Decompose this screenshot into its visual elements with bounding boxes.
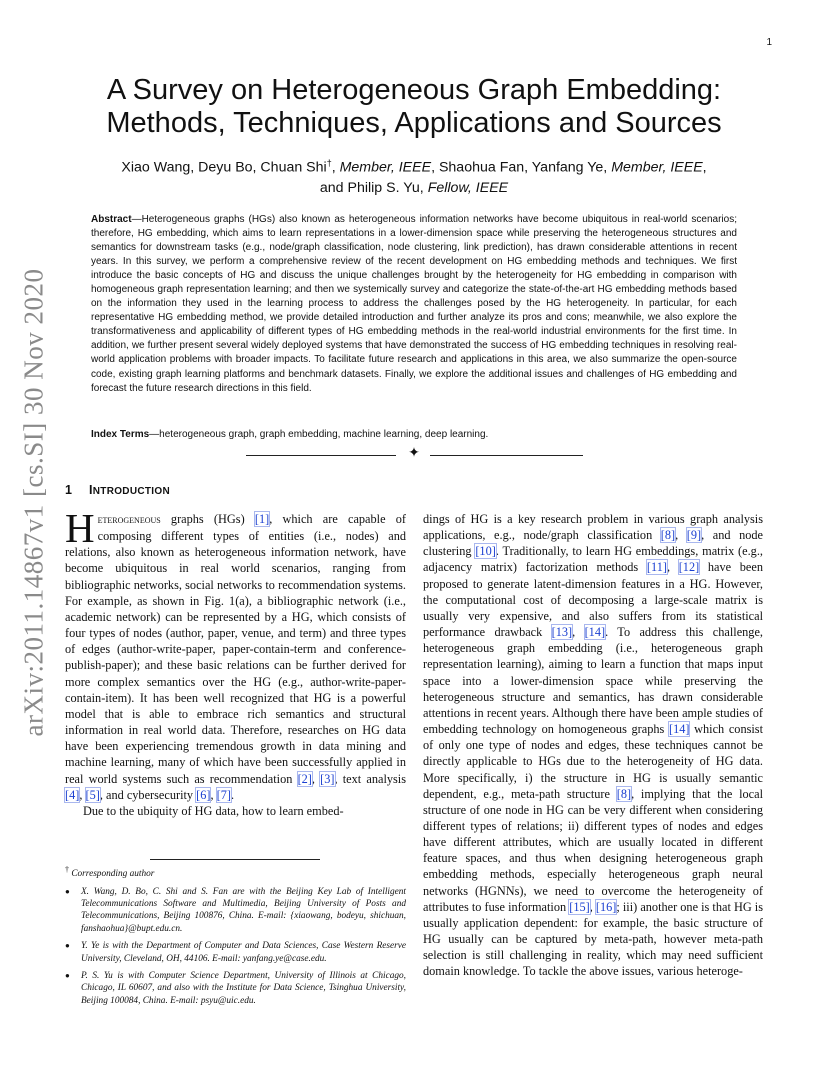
index-terms — [91, 428, 737, 442]
citation-link[interactable]: [4] — [65, 787, 80, 802]
arxiv-identifier-text: arXiv:2011.14867v1 [cs.SI] 30 Nov 2020 — [18, 268, 49, 736]
arxiv-identifier-stamp[interactable] — [14, 268, 54, 736]
left-column-body — [65, 505, 407, 819]
affiliation-item: ● X. Wang, D. Bo, C. Shi and S. Fan are with the Beijing Key Lab of Intelligent Telecommunications Software and Multimedia, Beijing University of Posts and Telecommunications, Beijing 100876, China. E-mail: {xiaowang, bodeyu, shichuan, fanshaohua}@bupt.edu.cn. — [65, 886, 406, 934]
intro-paragraph-continued: dings of HG is a key research problem in various graph analysis applications, e.g., node/graph classification [8], [9], and node clustering [10]. Traditionally, to learn HG embeddings, matrix (e.g., adjacency matrix) factorization methods [11], [12] have been proposed to generate latent-dimension features in a HG. However, the computational cost of decomposing a large-scale matrix is usually very expensive, and also suffers from its statistical performance drawback [13], [14]. To address this challenge, heterogeneous graph embedding (i.e., heterogeneous graph representation learning), aiming to learn a function that maps input space into a lower-dimension space while preserving the heterogeneous structure and semantics, has drawn considerable attentions in recent years. Although there have been ample studies of embedding technology on homogeneous graphs [14] which consist of only one type of nodes and edges, these techniques cannot be directly applicable to HGs due to the heterogeneity of HG data. More specifically, i) the structure in HG is usually semantic dependent, e.g., meta-path structure [8], implying that the local structure of one node in HG can be very different when considering different types of relations; ii) different types of nodes and edges have different attributes, which are usually located in different feature spaces, and thus when designing heterogeneous graph embedding methods, especially heterogeneous graph neural networks (HGNNs), we need to overcome the heterogeneity of attributes to fuse information [15], [16]; iii) another one is that HG is usually application dependent: for example, the basic structure of HG usually can be captured by meta-path, however meta-path selection is still challenging in reality, which may need sufficient domain knowledge. To tackle the above issues, various heteroge- — [423, 512, 764, 979]
footnotes — [65, 864, 406, 1007]
citation-link[interactable]: [12] — [678, 560, 700, 575]
citation-link[interactable]: [8] — [616, 786, 632, 801]
drop-cap: H — [65, 505, 95, 551]
section-title-initial: I — [89, 483, 93, 497]
affiliation-list — [65, 886, 406, 1008]
citation-link[interactable]: [14] — [668, 722, 690, 737]
section-number: 1 — [65, 483, 73, 497]
citation-link[interactable]: [14] — [584, 625, 606, 640]
citation-link[interactable]: [9] — [686, 528, 702, 543]
index-terms-text: —heterogeneous graph, graph embedding, machine learning, deep learning. — [149, 429, 489, 440]
dagger-mark: † — [65, 865, 69, 874]
citation-link[interactable]: [5] — [85, 787, 100, 802]
author-list — [60, 153, 768, 198]
citation-link[interactable]: [6] — [196, 787, 211, 802]
ieee-member-label: Member, IEEE — [339, 159, 432, 176]
index-terms-label: Index Terms — [91, 429, 150, 440]
small-caps-lead: eterogeneous — [97, 514, 161, 526]
separator-rule-left — [246, 455, 396, 456]
abstract — [91, 213, 737, 396]
affiliation-item: ● P. S. Yu is with Computer Science Department, University of Illinois at Chicago, Chicago, IL 60607, and also with the Institute for Data Science, Tsinghua University, Beijing 100084, China. E-mail: psyu@uic.edu. — [65, 970, 406, 1006]
citation-link[interactable]: [8] — [660, 528, 676, 543]
title-line-2: Methods, Techniques, Applications and Sources — [106, 107, 722, 139]
ieee-fellow-label: Fellow, IEEE — [427, 179, 509, 196]
citation-link[interactable]: [2] — [297, 771, 312, 786]
corresponding-author-note: † Corresponding author — [65, 865, 155, 880]
citation-link[interactable]: [3] — [320, 771, 335, 786]
citation-link[interactable]: [7] — [216, 787, 231, 802]
intro-paragraph-1: Heterogeneous graphs (HGs) [1], which are capable of composing different types of entities (i.e., nodes) and relations, also known as heterogeneous information network, have become ubiquitous in real world scenarios, ranging from bibliographic networks, social networks to recommendation systems. For example, as shown in Fig. 1(a), a bibliographic network (i.e., academic network) can be represented by a HG, which consists of four types of nodes (author, paper, venue, and term) and three types of edges (author-write-paper, paper-contain-term and conference-publish-paper); and these basic relations can be further derived for more complex semantics over the HG (e.g., author-write-paper-contain-item). It has been well recognized that HG is a powerful model that is able to embrace rich semantics and structural information in real world data. Therefore, researches on HG data have been experiencing tremendous growth in data mining and machine learning, many of which have been successfully applied in real world systems such as recommendation [2], [3], text analysis [4], [5], and cybersecurity [6], [7]. — [65, 505, 407, 802]
citation-link[interactable]: [1] — [254, 512, 270, 526]
abstract-text: —Heterogeneous graphs (HGs) also known as heterogeneous information networks have become ubiquitous in real-world scenarios; therefore, HG embedding, which aims to learn representations in a lower-dimension space while preserving the heterogeneous structures and semantics for downstream tasks (e.g., node/graph classification, node clustering, link prediction), has drawn considerable attentions in recent years. In this survey, we perform a comprehensive review of the recent development on HG embedding methods and techniques. We first introduce the basic concepts of HG and discuss the unique challenges brought by the heterogeneity for HG embedding in comparison with homogeneous graph representation learning; and then we systemically survey and categorize the state-of-the-art HG embedding methods based on the information they used in the learning process to address the challenges posed by the HG heterogeneity. In particular, for each representative HG embedding method, we provide detailed introduction and further analyze its pros and cons; meanwhile, we also explore the transformativeness and applicability of different types of HG embedding methods in the real-world industrial environments for the first time. In addition, we further present several widely deployed systems that have demonstrated the success of HG embedding techniques in resolving real-world application problems with broader impacts. To facilitate future research and applications in this area, we also summarize the open-source code, existing graph learning platforms and benchmark datasets. Finally, we explore the additional issues and challenges of HG embedding and forecast the future research directions in this field. — [91, 214, 737, 394]
bullet-icon: ● — [65, 970, 70, 980]
citation-link[interactable]: [13] — [551, 625, 573, 640]
section-title-rest: NTRODUCTION — [92, 486, 170, 497]
affiliation-item: ● Y. Ye is with the Department of Computer and Data Sciences, Case Western Reserve University, Cleveland, OH, 44106. E-mail: yanfang.ye@case.edu. — [65, 941, 406, 964]
separator-diamond-icon: ✦ — [408, 446, 420, 461]
citation-link[interactable]: [11] — [646, 560, 667, 575]
authors-line-1: Xiao Wang, Deyu Bo, Chuan Shi†, Member, IEEE, Shaohua Fan, Yanfang Ye, Member, IEEE, — [121, 158, 707, 176]
right-column-body — [423, 511, 763, 980]
paper-title — [60, 74, 768, 140]
bullet-icon: ● — [65, 941, 70, 951]
title-line-1: A Survey on Heterogeneous Graph Embedding: — [106, 74, 722, 106]
page-number: 1 — [766, 37, 772, 48]
abstract-label: Abstract — [91, 214, 132, 225]
dagger-mark: † — [326, 158, 332, 168]
intro-paragraph-2: Due to the ubiquity of HG data, how to learn embed- — [83, 803, 344, 818]
separator-rule-right — [430, 455, 583, 456]
citation-link[interactable]: [10] — [475, 544, 496, 559]
citation-link[interactable]: [16] — [595, 899, 617, 914]
footnote-rule — [150, 859, 320, 860]
section-heading — [65, 483, 405, 497]
citation-link[interactable]: [15] — [569, 899, 590, 914]
authors-line-2: and Philip S. Yu, Fellow, IEEE — [319, 179, 509, 196]
bullet-icon: ● — [65, 886, 70, 896]
ieee-member-label: Member, IEEE — [611, 159, 703, 176]
